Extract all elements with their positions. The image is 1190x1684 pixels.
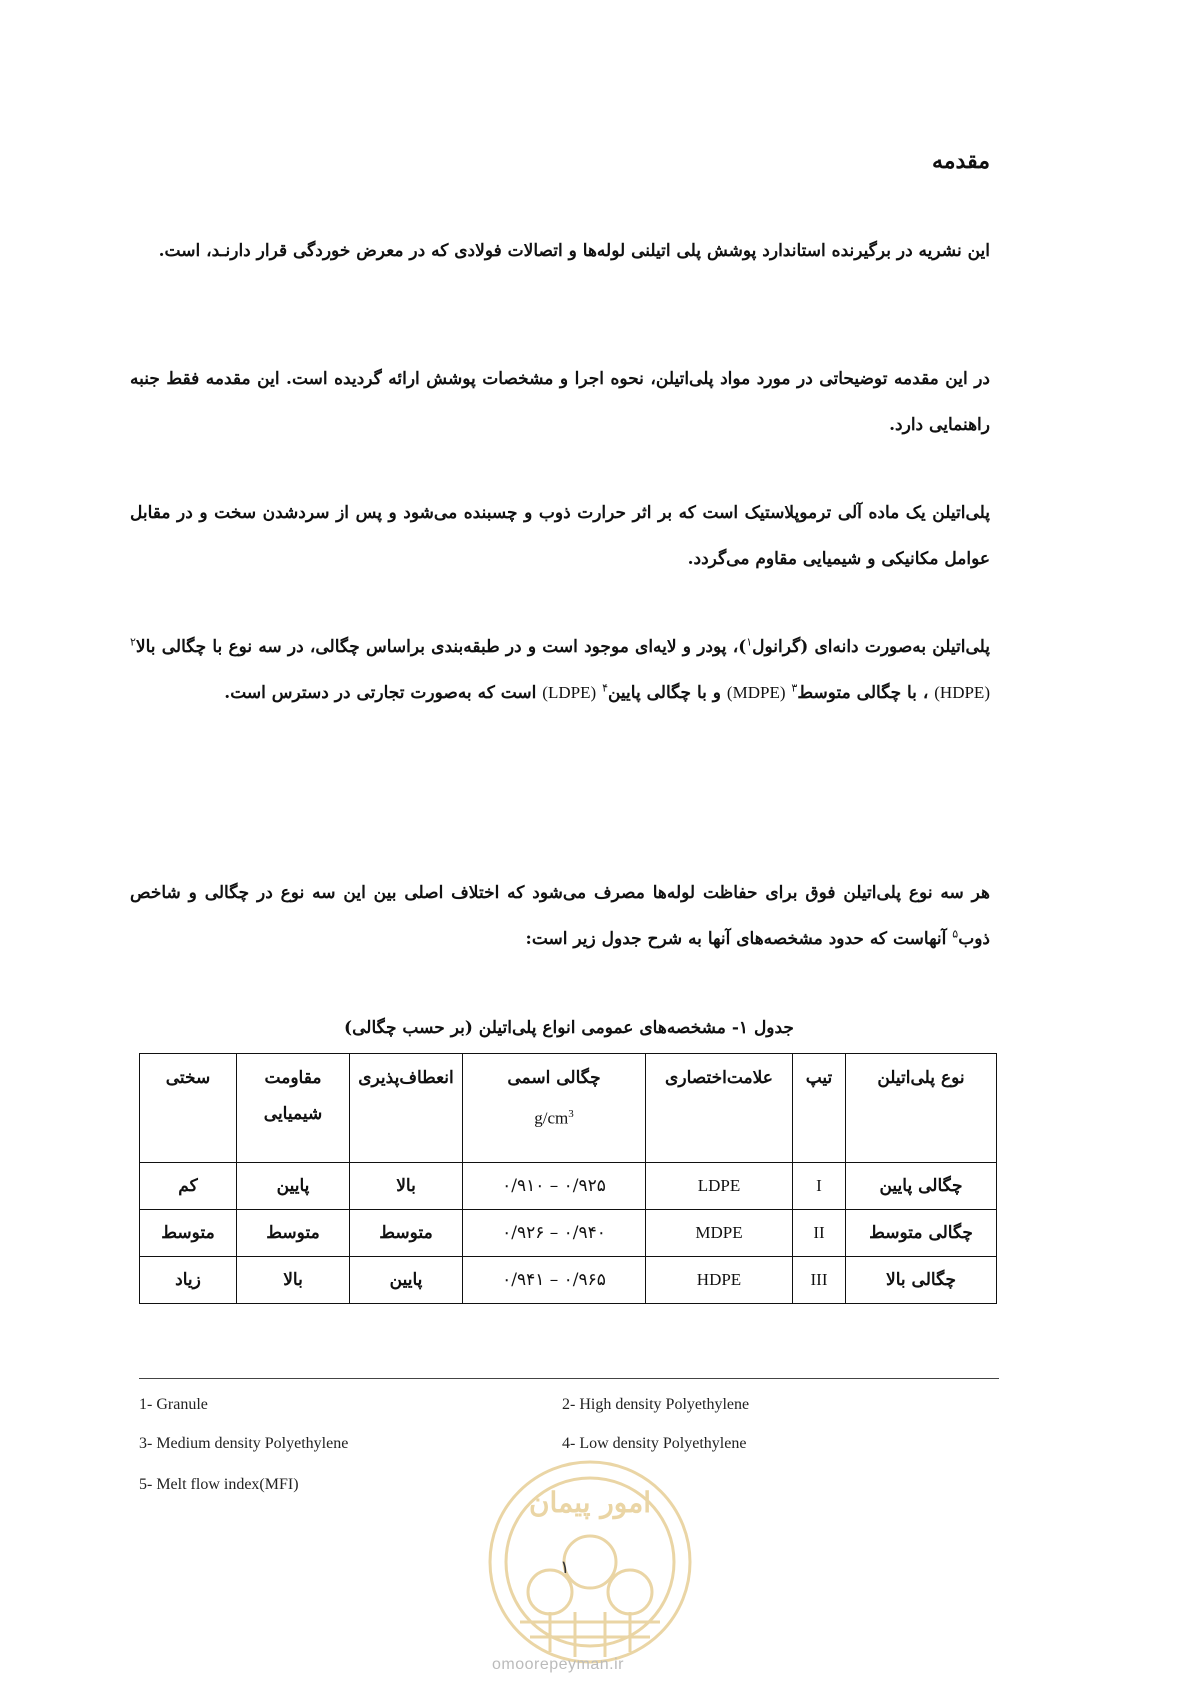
header-density-label: چگالی اسمی bbox=[507, 1068, 601, 1088]
cell-density: ۰/۹۲۶ – ۰/۹۴۰ bbox=[463, 1210, 646, 1257]
paragraph-introduction: در این مقدمه توضیحاتی در مورد مواد پلی‌اتیلن، نحوه اجرا و مشخصات پوشش ارائه گردیده است. این مقدمه فقط جنبه راهنمایی دارد. bbox=[130, 369, 990, 435]
polyethylene-spec-table bbox=[139, 1053, 997, 1304]
cell-flexibility: پایین bbox=[350, 1257, 463, 1304]
table-caption: جدول ۱- مشخصه‌های عمومی انواع پلی‌اتیلن (بر حسب چگالی) bbox=[344, 1018, 794, 1038]
page-number: ۱ bbox=[560, 1557, 570, 1578]
footnote-ref-2[interactable]: ۲ bbox=[130, 635, 136, 649]
paragraph-density-differences bbox=[130, 870, 990, 962]
cell-tip: II bbox=[793, 1210, 846, 1257]
header-hardness: سختی bbox=[140, 1054, 237, 1163]
cell-abbr: MDPE bbox=[646, 1210, 793, 1257]
p5-text-a: هر سه نوع پلی‌اتیلن فوق برای حفاظت لوله‌ها مصرف می‌شود که اختلاف اصلی بین این سه نوع در چگالی و شاخص ذوب bbox=[130, 883, 990, 949]
paragraph-scope: این نشریه در برگیرنده استاندارد پوشش پلی اتیلنی لوله‌ها و اتصالات فولادی که در معرض خوردگی قرار دارنـد، است. bbox=[158, 241, 990, 261]
cell-chemical-resistance: پایین bbox=[237, 1163, 350, 1210]
footnote-ref-4[interactable]: ۴ bbox=[602, 681, 608, 695]
seal-logo-icon bbox=[480, 1452, 700, 1672]
mdpe-abbr: (MDPE) bbox=[726, 683, 786, 702]
table-row bbox=[140, 1210, 997, 1257]
footnote-divider bbox=[139, 1378, 999, 1379]
paragraph-polyethylene-definition: پلی‌اتیلن یک ماده آلی ترموپلاستیک است که بر اثر حرارت ذوب و چسبنده می‌شود و پس از سردشدن سخت و در مقابل عوامل مکانیکی و شیمیایی مقاوم می‌گردد. bbox=[130, 503, 990, 569]
p4-text-e: است که به‌صورت تجارتی در دسترس است. bbox=[224, 683, 537, 703]
header-abbr: علامت‌اختصاری bbox=[646, 1054, 793, 1163]
ldpe-abbr: (LDPE) bbox=[542, 683, 597, 702]
table-header-row bbox=[140, 1054, 997, 1163]
cell-abbr: LDPE bbox=[646, 1163, 793, 1210]
header-density bbox=[463, 1054, 646, 1163]
header-density-unit: $g/cm^3$ bbox=[534, 1108, 574, 1128]
header-tip: تیپ bbox=[793, 1054, 846, 1163]
cell-density: ۰/۹۴۱ – ۰/۹۶۵ bbox=[463, 1257, 646, 1304]
cell-type: چگالی پایین bbox=[846, 1163, 997, 1210]
cell-chemical-resistance: متوسط bbox=[237, 1210, 350, 1257]
footnote-3: 3- Medium density Polyethylene bbox=[139, 1435, 349, 1452]
cell-tip: I bbox=[793, 1163, 846, 1210]
cell-chemical-resistance: بالا bbox=[237, 1257, 350, 1304]
p4-text-a: پلی‌اتیلن به‌صورت دانه‌ای (گرانول bbox=[752, 637, 990, 657]
header-chemical-resistance: مقاومت شیمیایی bbox=[237, 1054, 350, 1163]
cell-type: چگالی بالا bbox=[846, 1257, 997, 1304]
footnote-5: 5- Melt flow index(MFI) bbox=[139, 1476, 299, 1493]
cell-hardness: متوسط bbox=[140, 1210, 237, 1257]
site-watermark: omoorepeyman.ir bbox=[492, 1656, 624, 1673]
cell-flexibility: بالا bbox=[350, 1163, 463, 1210]
cell-flexibility: متوسط bbox=[350, 1210, 463, 1257]
p4-text-b: )، پودر و لایه‌ای موجود است و در طبقه‌بندی براساس چگالی، در سه نوع با چگالی بالا bbox=[135, 637, 747, 657]
cell-density: ۰/۹۱۰ – ۰/۹۲۵ bbox=[463, 1163, 646, 1210]
section-heading: مقدمه bbox=[931, 148, 990, 174]
footnote-2: 2- High density Polyethylene bbox=[562, 1396, 750, 1413]
cell-abbr: HDPE bbox=[646, 1257, 793, 1304]
table-row bbox=[140, 1257, 997, 1304]
hdpe-abbr: (HDPE) bbox=[934, 683, 990, 702]
table-row bbox=[140, 1163, 997, 1210]
p4-text-c: ، با چگالی متوسط bbox=[797, 683, 929, 703]
paragraph-polyethylene-types bbox=[130, 624, 990, 716]
p5-text-b: آنهاست که حدود مشخصه‌های آنها به شرح جدول زیر است: bbox=[525, 929, 947, 949]
footnote-1: 1- Granule bbox=[139, 1396, 208, 1413]
cell-tip: III bbox=[793, 1257, 846, 1304]
svg-text:امور پیمان: امور پیمان bbox=[528, 1486, 652, 1519]
cell-hardness: کم bbox=[140, 1163, 237, 1210]
header-flexibility: انعطاف‌پذیری bbox=[350, 1054, 463, 1163]
cell-hardness: زیاد bbox=[140, 1257, 237, 1304]
footnote-ref-1[interactable]: ۱ bbox=[746, 635, 753, 649]
cell-type: چگالی متوسط bbox=[846, 1210, 997, 1257]
p4-text-d: و با چگالی پایین bbox=[607, 683, 721, 703]
header-type: نوع پلی‌اتیلن bbox=[846, 1054, 997, 1163]
footnote-ref-5[interactable]: ۵ bbox=[952, 927, 959, 941]
footnote-ref-3[interactable]: ۳ bbox=[791, 681, 798, 695]
footnote-4: 4- Low density Polyethylene bbox=[562, 1435, 747, 1452]
